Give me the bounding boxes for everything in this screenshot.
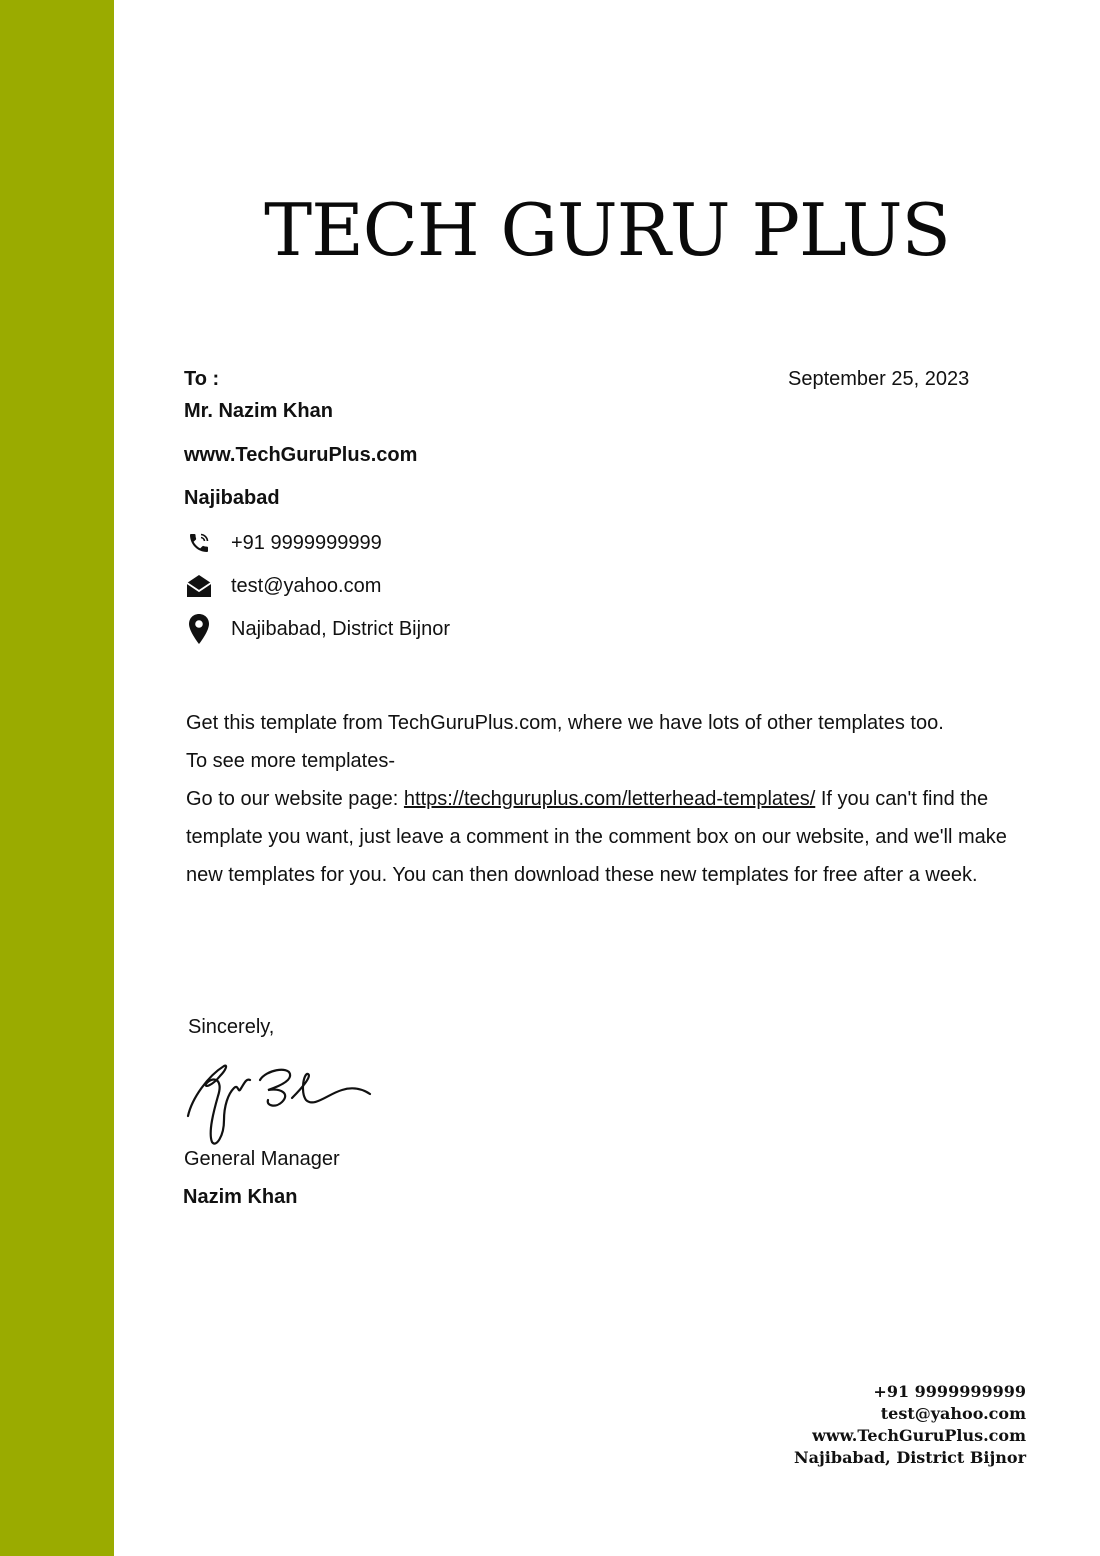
signer-title: General Manager [184, 1148, 340, 1170]
recipient-city: Najibabad [184, 487, 280, 509]
recipient-website: www.TechGuruPlus.com [184, 444, 418, 466]
envelope-icon [184, 571, 214, 601]
company-name: TECH GURU PLUS [264, 188, 950, 272]
letter-body [186, 704, 1036, 894]
signature [178, 1058, 378, 1150]
closing-text: Sincerely, [188, 1016, 275, 1038]
body-line-3-suffix: If you can't find the template you want, just leave a comment in the comment box on our website, and we'll make new templates for you. You can then download these new templates for free after a week. [186, 788, 1007, 886]
body-paragraph [186, 780, 1036, 894]
footer-email: test@yahoo.com [880, 1404, 1026, 1423]
recipient-name: Mr. Nazim Khan [184, 400, 333, 422]
signer-name: Nazim Khan [183, 1186, 298, 1208]
contact-email-text: test@yahoo.com [231, 574, 382, 597]
footer-phone: +91 9999999999 [873, 1382, 1026, 1401]
body-line-3-prefix: Go to our website page: [186, 788, 399, 810]
contact-address [184, 614, 450, 644]
footer-contact [794, 1381, 1026, 1469]
phone-icon [184, 528, 214, 558]
sidebar-accent-bar [0, 0, 114, 1556]
templates-link[interactable]: https://techguruplus.com/letterhead-templates/ [403, 788, 816, 810]
contact-phone [184, 528, 382, 558]
recipient-label: To : [184, 368, 220, 390]
footer-website: www.TechGuruPlus.com [812, 1426, 1026, 1445]
contact-email [184, 571, 381, 601]
contact-phone-text: +91 9999999999 [231, 531, 382, 554]
location-pin-icon [184, 614, 214, 644]
footer-address: Najibabad, District Bijnor [794, 1448, 1026, 1467]
letter-date: September 25, 2023 [788, 368, 970, 390]
body-line-1: Get this template from TechGuruPlus.com, where we have lots of other templates too. [186, 712, 944, 734]
body-line-2: To see more templates- [186, 750, 395, 772]
contact-address-text: Najibabad, District Bijnor [231, 617, 450, 640]
